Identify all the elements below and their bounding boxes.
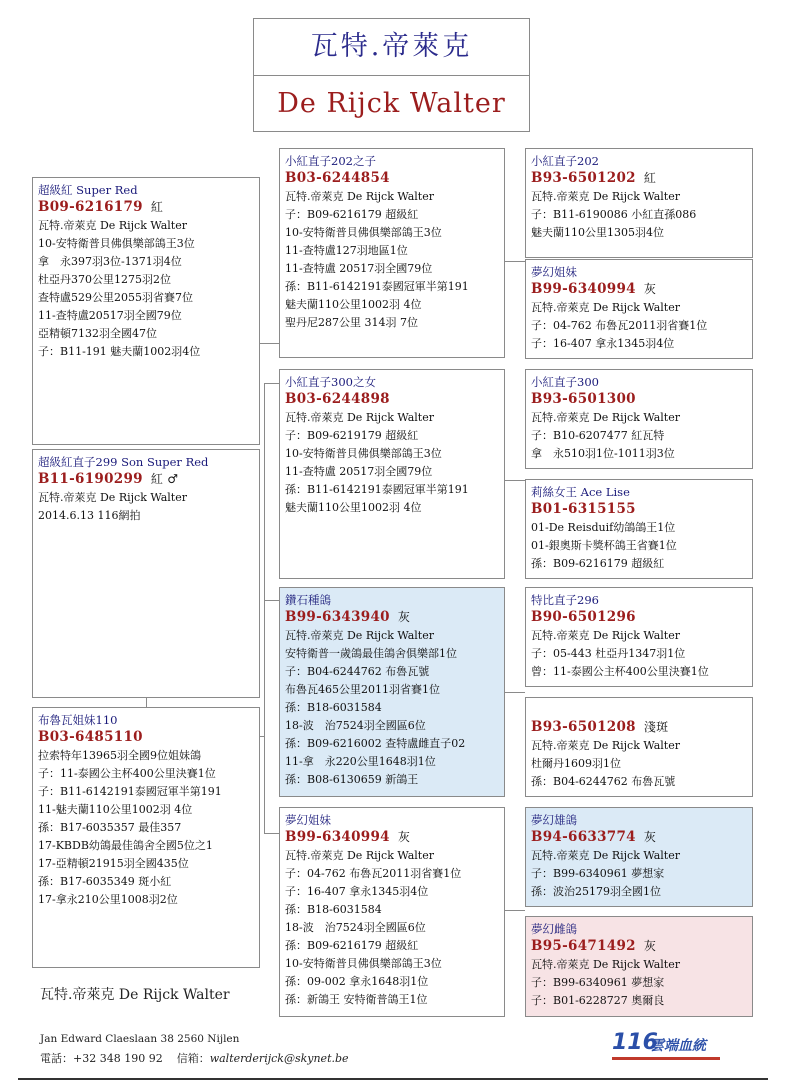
pigeon-box-gg1 <box>525 148 753 258</box>
ring-text: B99-6340994 <box>531 281 636 297</box>
pigeon-color: 紅 <box>643 171 657 185</box>
email-address: walterderijck@skynet.be <box>209 1052 349 1065</box>
pigeon-box-gg6 <box>525 697 753 797</box>
ring-number <box>285 608 500 627</box>
pigeon-name: 超級紅直子299 Son Super Red <box>38 455 209 469</box>
info-line: 子：B10-6207477 紅瓦特 <box>531 429 665 442</box>
info-line: 孫：B17-6035349 斑小紅 <box>38 875 172 888</box>
info-line: 10-安特衛普貝佛俱樂部鴿王3位 <box>285 957 442 970</box>
info-line: 孫：B11-6142191泰國冠軍半第191 <box>285 483 469 496</box>
info-line: 01-De Reisduif幼鴿鴿王1位 <box>531 521 676 534</box>
pigeon-box-gg5 <box>525 587 753 687</box>
info-line: 子：B99-6340961 夢想家 <box>531 867 665 880</box>
info-line: 子：B11-191 魅夫蘭1002羽4位 <box>38 345 201 358</box>
info-line: 瓦特.帝萊克 De Rijck Walter <box>531 301 680 314</box>
ring-text: B01-6315155 <box>531 501 636 517</box>
info-line: 聖丹尼287公里 314羽 7位 <box>285 316 418 329</box>
connector <box>264 383 265 833</box>
ring-text: B99-6343940 <box>285 609 390 625</box>
info-line: 17-亞精頓21915羽全國435位 <box>38 857 189 870</box>
info-line: 11-查特盧127羽地區1位 <box>285 244 408 257</box>
info-line: 孫：B09-6216179 超級紅 <box>285 939 419 952</box>
info-line: 拉索特年13965羽全國9位姐妹鴿 <box>38 749 201 762</box>
pigeon-box-g1 <box>279 148 505 358</box>
info-line: 瓦特.帝萊克 De Rijck Walter <box>531 629 680 642</box>
info-line: 11-查特盧 20517羽全國79位 <box>285 465 433 478</box>
info-line: 子：B09-6219179 超級紅 <box>285 429 419 442</box>
ring-number <box>531 937 748 956</box>
logo-underline <box>612 1057 720 1060</box>
ring-number <box>285 828 500 847</box>
connector <box>264 600 279 601</box>
pigeon-name: 特比直子296 <box>531 593 599 607</box>
info-line: 瓦特.帝萊克 De Rijck Walter <box>531 739 680 752</box>
info-line: 亞精頓7132羽全國47位 <box>38 327 157 340</box>
logo-number: 116 <box>612 1030 658 1055</box>
phone-label: 電話： <box>40 1052 73 1065</box>
owner-contact <box>40 1050 349 1066</box>
info-line: 10-安特衛普貝佛俱樂部鴿王3位 <box>285 226 442 239</box>
pigeon-name: 莉絲女王 Ace Lise <box>531 485 630 499</box>
info-line: 11-魅夫蘭110公里1002羽 4位 <box>38 803 193 816</box>
brand-logo <box>612 1030 724 1060</box>
info-line: 子：B99-6340961 夢想家 <box>531 976 665 989</box>
ring-number <box>38 728 255 747</box>
info-line: 查特盧529公里2055羽省賽7位 <box>38 291 193 304</box>
ring-text: B93-6501202 <box>531 170 636 186</box>
info-line: 杜亞丹370公里1275羽2位 <box>38 273 171 286</box>
pigeon-box-dam <box>32 707 260 968</box>
ring-number <box>531 280 748 299</box>
connector <box>505 261 525 262</box>
ring-number <box>38 198 255 217</box>
connector <box>259 343 279 344</box>
ring-text: B11-6190299 <box>38 471 143 487</box>
pigeon-name: 夢幻姐妹 <box>531 265 577 279</box>
info-line: 子：B04-6244762 布魯瓦號 <box>285 665 430 678</box>
info-line: 01-銀奧斯卡獎杯鴿王省賽1位 <box>531 539 677 552</box>
info-line: 子：B01-6228727 奧爾良 <box>531 994 665 1007</box>
info-line: 孫：波治25179羽全國1位 <box>531 885 661 898</box>
info-line: 魅夫蘭110公里1002羽 4位 <box>285 298 422 311</box>
pigeon-color: 灰 <box>643 282 657 296</box>
info-line: 瓦特.帝萊克 De Rijck Walter <box>531 411 680 424</box>
ring-text: B94-6633774 <box>531 829 636 845</box>
info-line: 11-查特盧20517羽全國79位 <box>38 309 182 322</box>
ring-number <box>531 169 748 188</box>
info-line: 子：B09-6216179 超級紅 <box>285 208 419 221</box>
info-line: 拿 永510羽1位-1011羽3位 <box>531 447 675 460</box>
pigeon-box-gg2 <box>525 259 753 359</box>
ring-text: B95-6471492 <box>531 938 636 954</box>
title-english: De Rijck Walter <box>277 88 506 119</box>
info-line: 杜爾丹1609羽1位 <box>531 757 621 770</box>
pigeon-name: 夢幻姐妹 <box>285 813 331 827</box>
info-line: 瓦特.帝萊克 De Rijck Walter <box>285 629 434 642</box>
ring-number <box>285 390 500 409</box>
pigeon-name: 超級紅 Super Red <box>38 183 138 197</box>
info-line: 孫：09-002 拿永1648羽1位 <box>285 975 429 988</box>
info-line: 魅夫蘭110公里1305羽4位 <box>531 226 664 239</box>
connector <box>505 480 525 481</box>
info-line: 11-查特盧 20517羽全國79位 <box>285 262 433 275</box>
info-line: 17-KBDB幼鴿最佳鴿舍全國5位之1 <box>38 839 213 852</box>
ring-text: B03-6244898 <box>285 391 390 407</box>
info-line: 10-安特衛普貝佛俱樂部鴿王3位 <box>38 237 195 250</box>
info-line: 孫：B18-6031584 <box>285 701 382 714</box>
pigeon-box-gg3 <box>525 369 753 469</box>
info-line: 瓦特.帝萊克 De Rijck Walter <box>285 190 434 203</box>
logo-text: 雲端血統 <box>650 1038 706 1054</box>
title-chinese: 瓦特.帝萊克 <box>254 19 529 76</box>
info-line: 拿 永397羽3位-1371羽4位 <box>38 255 182 268</box>
info-line: 2014.6.13 116網拍 <box>38 509 141 522</box>
ring-text: B03-6244854 <box>285 170 390 186</box>
pigeon-color: 灰 <box>397 610 411 624</box>
info-line: 子：16-407 拿永1345羽4位 <box>531 337 675 350</box>
info-line: 子：16-407 拿永1345羽4位 <box>285 885 429 898</box>
pigeon-color: 淺斑 <box>643 720 669 734</box>
ring-number <box>531 390 748 409</box>
info-line: 子：11-泰國公主杯400公里決賽1位 <box>38 767 216 780</box>
pigeon-name: 夢幻雌鴿 <box>531 922 577 936</box>
info-line: 瓦特.帝萊克 De Rijck Walter <box>531 190 680 203</box>
info-line: 布魯瓦465公里2011羽省賽1位 <box>285 683 440 696</box>
info-line: 11-拿 永220公里1648羽1位 <box>285 755 436 768</box>
info-line: 孫：B17-6035357 最佳357 <box>38 821 182 834</box>
pigeon-name: 夢幻雄鴿 <box>531 813 577 827</box>
ring-text: B93-6501300 <box>531 391 636 407</box>
pigeon-box-g3 <box>279 587 505 797</box>
ring-number <box>531 828 748 847</box>
footer-divider <box>18 1078 768 1080</box>
pigeon-name: 鑽石種鴿 <box>285 593 331 607</box>
info-line: 子：04-762 布魯瓦2011羽省賽1位 <box>285 867 462 880</box>
pigeon-color: 灰 <box>643 939 657 953</box>
info-line: 魅夫蘭110公里1002羽 4位 <box>285 501 422 514</box>
ring-number <box>285 169 500 188</box>
pigeon-name: 小紅直子202 <box>531 154 599 168</box>
info-line: 10-安特衛普貝佛俱樂部鴿王3位 <box>285 447 442 460</box>
pigeon-box-gg4 <box>525 479 753 579</box>
ring-number <box>531 718 748 737</box>
info-line: 瓦特.帝萊克 De Rijck Walter <box>38 491 187 504</box>
info-line: 孫：新鴿王 安特衛普鴿王1位 <box>285 993 428 1006</box>
info-line: 孫：B09-6216002 查特盧雌直子02 <box>285 737 466 750</box>
ring-text: B99-6340994 <box>285 829 390 845</box>
pigeon-box-son <box>32 449 260 698</box>
info-line: 子：B11-6142191泰國冠軍半第191 <box>38 785 222 798</box>
ring-number <box>38 470 255 489</box>
info-line: 孫：B04-6244762 布魯瓦號 <box>531 775 676 788</box>
info-line: 瓦特.帝萊克 De Rijck Walter <box>285 411 434 424</box>
email-label: 信箱： <box>176 1052 210 1065</box>
pigeon-name: 小紅直子202之子 <box>285 154 376 168</box>
ring-text: B93-6501208 <box>531 719 636 735</box>
info-line: 孫：B11-6142191泰國冠軍半第191 <box>285 280 469 293</box>
connector <box>505 910 525 911</box>
owner-address: Jan Edward Claeslaan 38 2560 Nijlen <box>40 1033 240 1045</box>
connector <box>505 692 525 693</box>
info-line: 瓦特.帝萊克 De Rijck Walter <box>531 849 680 862</box>
pigeon-box-subject <box>32 177 260 445</box>
connector <box>264 383 279 384</box>
connector <box>146 697 147 707</box>
info-line: 孫：B08-6130659 新鴿王 <box>285 773 419 786</box>
pigeon-name: 小紅直子300 <box>531 375 599 389</box>
ring-number <box>531 500 748 519</box>
connector <box>264 833 279 834</box>
pigeon-color: 灰 <box>643 830 657 844</box>
info-line: 瓦特.帝萊克 De Rijck Walter <box>531 958 680 971</box>
info-line: 孫：B18-6031584 <box>285 903 382 916</box>
phone-number: +32 348 190 92 <box>73 1052 163 1065</box>
pigeon-color: 紅 ♂ <box>150 472 179 486</box>
pigeon-color: 紅 <box>150 200 164 214</box>
pigeon-box-g4 <box>279 807 505 1017</box>
info-line: 17-拿永210公里1008羽2位 <box>38 893 178 906</box>
ring-text: B03-6485110 <box>38 729 143 745</box>
info-line: 瓦特.帝萊克 De Rijck Walter <box>285 849 434 862</box>
title-box <box>253 18 530 132</box>
pigeon-color: 灰 <box>397 830 411 844</box>
pigeon-name: 布魯瓦姐妹110 <box>38 713 118 727</box>
ring-text: B09-6216179 <box>38 199 143 215</box>
info-line: 18-波 治7524羽全國區6位 <box>285 719 426 732</box>
ring-text: B90-6501296 <box>531 609 636 625</box>
pigeon-box-gg8 <box>525 916 753 1017</box>
info-line: 子：05-443 杜亞丹1347羽1位 <box>531 647 686 660</box>
pigeon-box-g2 <box>279 369 505 579</box>
info-line: 曾：11-泰國公主杯400公里決賽1位 <box>531 665 709 678</box>
info-line: 子：B11-6190086 小紅直孫086 <box>531 208 697 221</box>
pigeon-name: 小紅直子300之女 <box>285 375 376 389</box>
ring-number <box>531 608 748 627</box>
info-line: 安特衛普一歲鴿最佳鴿舍俱樂部1位 <box>285 647 457 660</box>
pigeon-box-gg7 <box>525 807 753 907</box>
info-line: 孫：B09-6216179 超級紅 <box>531 557 665 570</box>
owner-signature: 瓦特.帝萊克 De Rijck Walter <box>40 987 230 1003</box>
info-line: 瓦特.帝萊克 De Rijck Walter <box>38 219 187 232</box>
info-line: 子：04-762 布魯瓦2011羽省賽1位 <box>531 319 708 332</box>
info-line: 18-波 治7524羽全國區6位 <box>285 921 426 934</box>
